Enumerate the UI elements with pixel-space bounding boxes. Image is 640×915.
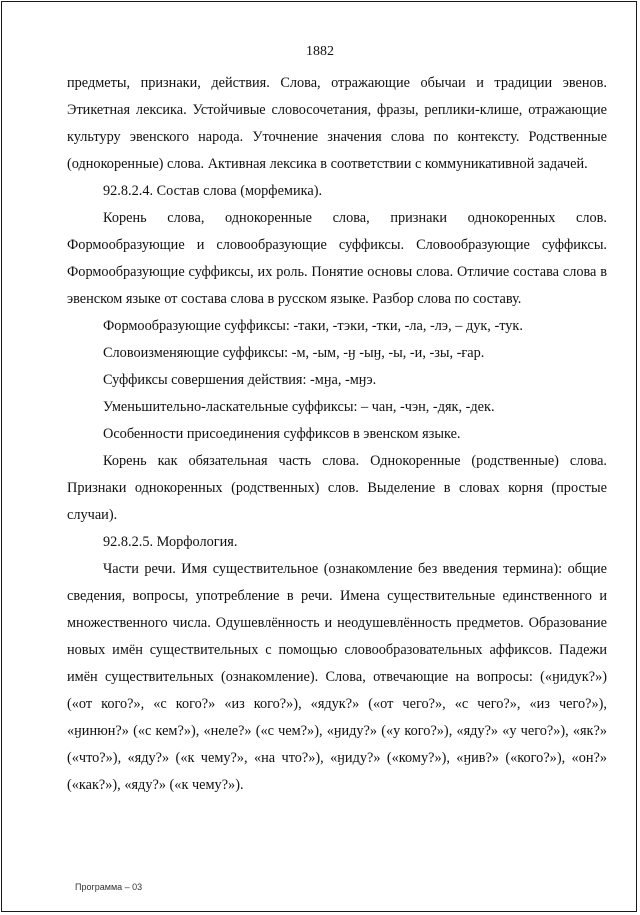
paragraph-suffix-features: Особенности присоединения суффиксов в эвенском языке. — [103, 426, 461, 442]
section-heading-morphemics: 92.8.2.4. Состав слова (морфемика). — [103, 183, 323, 199]
page-footer: Программа – 03 — [75, 882, 143, 892]
section-heading-morphology: 92.8.2.5. Морфология. — [103, 534, 238, 550]
document-body — [67, 70, 607, 799]
paragraph-diminutive-suffixes: Уменьшительно-ласкательные суффиксы: – чан, -чэн, -дяк, -дек. — [103, 399, 495, 415]
paragraph-vocabulary: предметы, признаки, действия. Слова, отражающие обычаи и традиции эвенов. Этикетная лексика. Устойчивые словосочетания, фразы, реплики-клише, отражающие культуру эвенского народа. Уточнение значения слова по контексту. Родственные (однокоренные) слова. Активная лексика в соответствии с коммуникативной задачей. — [67, 75, 607, 172]
page-number: 1882 — [306, 44, 334, 59]
paragraph-action-suffixes: Суффиксы совершения действия: -мӈа, -мӈэ. — [103, 372, 377, 388]
paragraph-inflection-suffixes: Словоизменяющие суффиксы: -м, -ым, -ӈ -ыӈ, -ы, -и, -зы, -ғар. — [103, 345, 485, 361]
paragraph-root-required: Корень как обязательная часть слова. Однокоренные (родственные) слова. Признаки однокоренных (родственных) слов. Выделение в словах корня (простые случаи). — [67, 453, 607, 523]
paragraph-parts-of-speech: Части речи. Имя существительное (ознакомление без введения термина): общие сведения, вопросы, употребление в речи. Имена существительные единственного и множественного числа. Одушевлённость и неодушевлённость предметов. Образование новых имён существительных с помощью словообразовательных аффиксов. Падежи имён существительных (ознакомление). Слова, отвечающие на вопросы: («ӈидук?») («от кого?», «с кого?» «из кого?»), «ядук?» («от чего?», «с чего?», «из чего?»), «ӈинюн?» («с кем?»), «неле?» («с чем?»), «ӈиду?» («у кого?»), «яду?» «у чего?»), «як?» («что?»), «яду?» («к чему?», «на что?»), «ӈиду?» («кому?»), «ӈив?» («кого?»), «он?» («как?»), «яду?» («к чему?»). — [67, 561, 607, 793]
paragraph-form-suffixes: Формообразующие суффиксы: -таки, -тэки, -тки, -ла, -лэ, – дук, -тук. — [103, 318, 523, 334]
paragraph-word-root: Корень слова, однокоренные слова, признаки однокоренных слов. Формообразующие и словообразующие суффиксы. Словообразующие суффиксы. Формообразующие суффиксы, их роль. Понятие основы слова. Отличие состава слова в эвенском языке от состава слова в русском языке. Разбор слова по составу. — [67, 210, 607, 307]
